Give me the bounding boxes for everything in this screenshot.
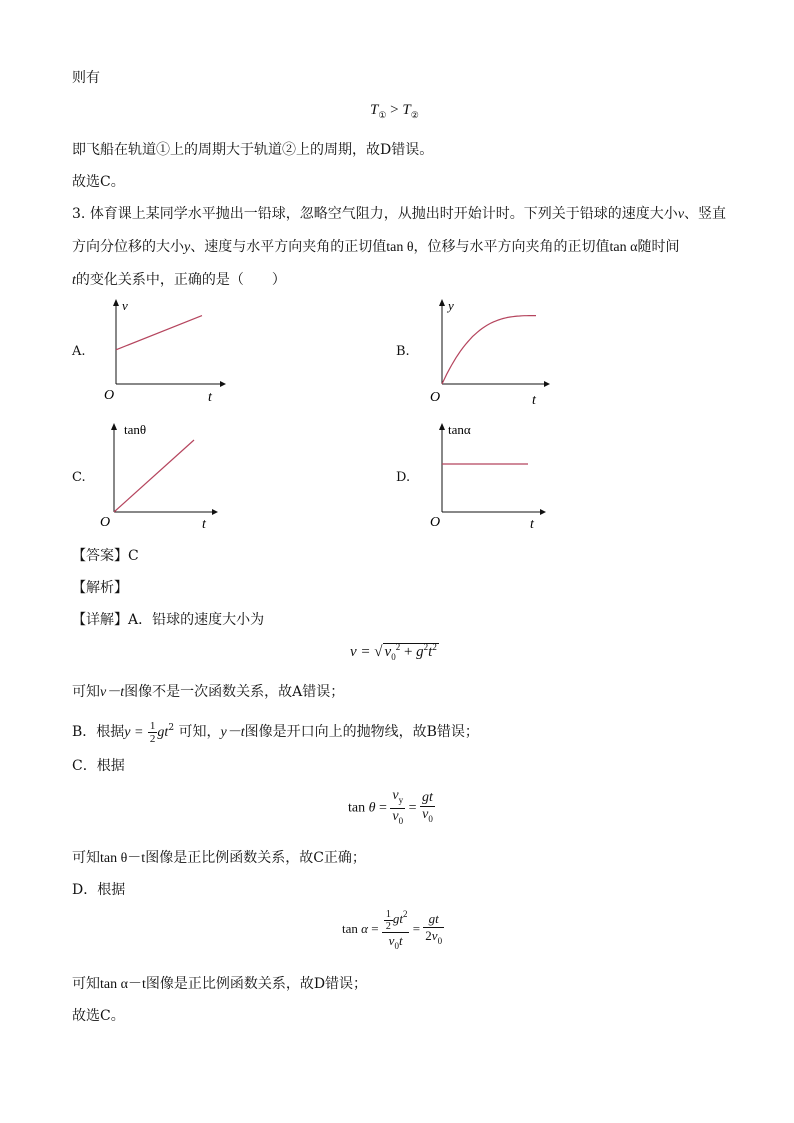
detail-a-conclusion: 可知v－t图像不是一次函数关系，故A错误； [72, 684, 345, 700]
option-a-origin: O [104, 388, 115, 403]
question-3: 3. 体育课上某同学水平抛出一铅球，忽略空气阻力，从抛出时开始计时。下列关于铅球的速度大小v、竖直方向分位移的大小y、速度与水平方向夹角的正切值tan θ，位移与水平方向夹角的正切值tan α随时间 t的变化关系中，正确的是（ ） [72, 206, 727, 288]
option-a-graph[interactable] [100, 296, 230, 406]
option-d-y-arrow [439, 423, 445, 430]
tan-alpha-formula: tan α = $\frac{1}{2}$ $gt^2$ $v_0t$ = $\frac{gt}{2v_0}$ [342, 906, 444, 954]
velocity-formula: v = √ $v_0^2 + g^2t^2$ [350, 642, 437, 662]
option-b-x-label: t [532, 393, 536, 406]
option-c-origin: O [100, 515, 111, 530]
detail-a-line: 【详解】A．铅球的速度大小为 [72, 612, 265, 628]
option-c-x-label: t [202, 517, 206, 530]
answer-line [72, 546, 139, 566]
analysis-label: 【解析】 [72, 580, 128, 596]
detail-d-conclusion: 可知tan α－t图像是正比例函数关系，故D错误； [72, 976, 368, 992]
option-a-curve [116, 316, 202, 350]
option-a-x-label: t [208, 390, 212, 405]
option-d-label[interactable]: D. [396, 470, 411, 485]
option-a-y-arrow [113, 299, 119, 306]
option-b-origin: O [430, 390, 441, 405]
option-c-curve [114, 440, 194, 512]
option-c-label[interactable]: C. [72, 470, 86, 485]
detail-d-line: D．根据 [72, 882, 126, 898]
detail-c-line: C．根据 [72, 758, 125, 774]
option-b-label[interactable]: B. [396, 344, 410, 359]
option-b-graph[interactable] [426, 296, 556, 406]
option-d-x-arrow [540, 509, 546, 515]
option-d-graph[interactable] [426, 418, 556, 530]
answer-value: C [128, 548, 139, 564]
option-b-curve [442, 316, 536, 384]
prev-choice: 故选C。 [72, 174, 125, 190]
detail-c-conclusion: 可知tan θ－t图像是正比例函数关系，故C正确； [72, 850, 366, 866]
period-conclusion: 即飞船在轨道①上的周期大于轨道②上的周期，故D错误。 [72, 142, 434, 158]
option-b-y-arrow [439, 299, 445, 306]
option-d-y-label: tanα [448, 422, 471, 437]
final-choice: 故选C。 [72, 1008, 125, 1024]
option-a-label[interactable]: A. [72, 344, 86, 359]
option-c-x-arrow [212, 509, 218, 515]
detail-label: 【详解】 [72, 612, 128, 628]
option-b-y-label: y [448, 298, 454, 313]
option-a-x-arrow [220, 381, 226, 387]
option-b-x-arrow [544, 381, 550, 387]
option-c-graph[interactable] [98, 418, 228, 530]
tan-theta-formula: tan θ = $\frac{v_y}{v_0}$ = $\frac{gt}{v_0}$ [348, 788, 433, 826]
answer-label: 【答案】 [72, 548, 128, 564]
option-d-x-label: t [530, 517, 534, 530]
intro-text: 则有 [72, 70, 100, 86]
detail-b-line: B．根据y = $\frac{1}{2}$ $gt^2$ 可知，y－t图像是开口向上的抛物线，故B错误； [72, 719, 479, 745]
option-a-y-label: v [122, 298, 128, 313]
option-c-y-arrow [111, 423, 117, 430]
option-c-y-label: tanθ [124, 422, 147, 437]
option-d-origin: O [430, 515, 441, 530]
period-comparison-formula: $T_① > T_②$ [370, 102, 419, 120]
